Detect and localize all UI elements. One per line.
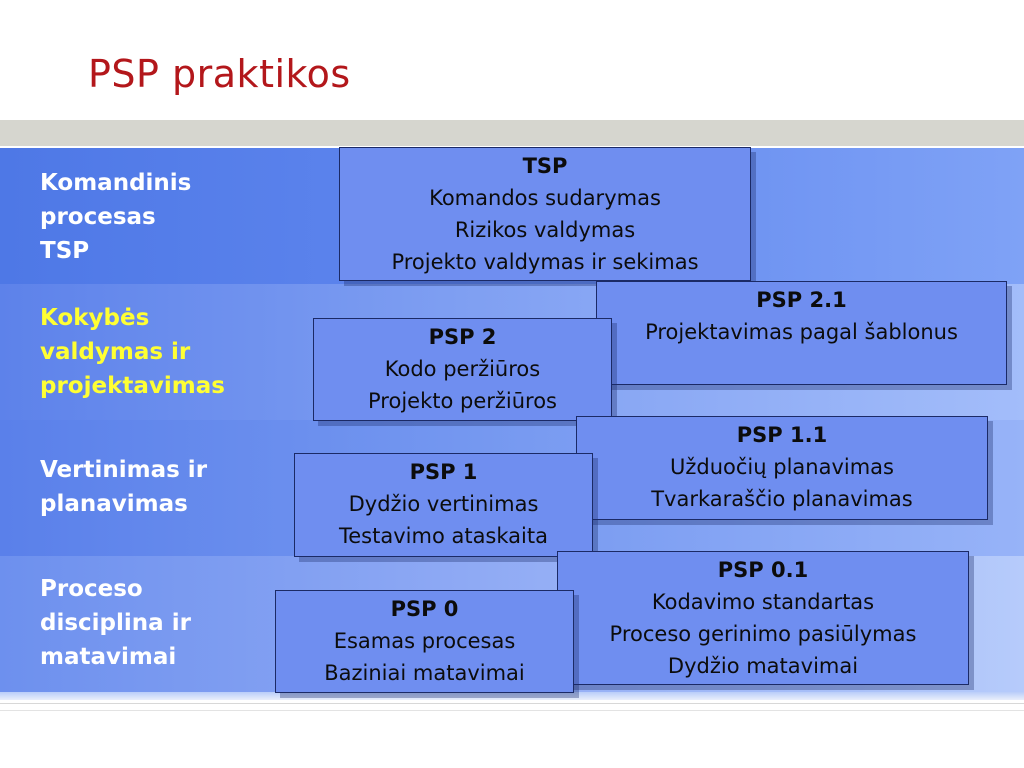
box-item: Proceso gerinimo pasiūlymas	[609, 622, 917, 646]
box-item: Testavimo ataskaita	[339, 524, 548, 548]
row-label-line: Kokybės	[40, 305, 150, 331]
box-heading: PSP 0	[390, 597, 459, 621]
box-heading: PSP 1	[409, 460, 478, 484]
box-psp-1	[294, 453, 593, 557]
box-psp-2	[313, 318, 612, 421]
box-heading: TSP	[522, 154, 568, 178]
box-item: Rizikos valdymas	[454, 218, 636, 242]
box-item: Projekto valdymas ir sekimas	[391, 250, 699, 274]
box-item: Baziniai matavimai	[324, 661, 525, 685]
row-label-line: Vertinimas ir	[40, 457, 208, 483]
box-item: Kodavimo standartas	[651, 590, 875, 614]
row-label-team-process	[40, 166, 191, 268]
row-label-line: procesas	[40, 204, 156, 230]
header-divider-band	[0, 120, 1024, 146]
row-label-line: TSP	[40, 238, 90, 264]
box-item: Tvarkaraščio planavimas	[651, 487, 913, 511]
row-label-line: Komandinis	[40, 170, 192, 196]
slide-title: PSP praktikos	[88, 52, 351, 96]
box-psp-1-1	[576, 416, 988, 520]
row-label-estimation-planning	[40, 453, 207, 521]
box-item: Kodo peržiūros	[384, 357, 541, 381]
box-item: Užduočių planavimas	[670, 455, 894, 479]
row-label-process-discipline	[40, 572, 191, 674]
box-item: Esamas procesas	[333, 629, 516, 653]
row-label-quality-design	[40, 301, 225, 403]
box-heading: PSP 0.1	[717, 558, 809, 582]
box-item: Projektavimas pagal šablonus	[645, 320, 958, 344]
row-label-line: planavimas	[40, 491, 188, 517]
box-psp-0-1	[557, 551, 969, 685]
box-heading: PSP 1.1	[736, 423, 828, 447]
bands-bottom-edge	[0, 692, 1024, 700]
row-label-line: matavimai	[40, 644, 177, 670]
box-item: Dydžio matavimai	[667, 654, 859, 678]
row-label-line: valdymas ir	[40, 339, 191, 365]
footer-divider-lines	[0, 703, 1024, 711]
row-label-line: disciplina ir	[40, 610, 191, 636]
box-heading: PSP 2	[428, 325, 497, 349]
box-item: Projekto peržiūros	[368, 389, 557, 413]
box-item: Dydžio vertinimas	[348, 492, 539, 516]
box-psp-0	[275, 590, 574, 693]
box-tsp	[339, 147, 751, 281]
box-heading: PSP 2.1	[756, 288, 847, 312]
box-item: Komandos sudarymas	[429, 186, 661, 210]
row-label-line: Proceso	[40, 576, 143, 602]
row-label-line: projektavimas	[40, 373, 225, 399]
box-psp-2-1	[596, 281, 1007, 385]
